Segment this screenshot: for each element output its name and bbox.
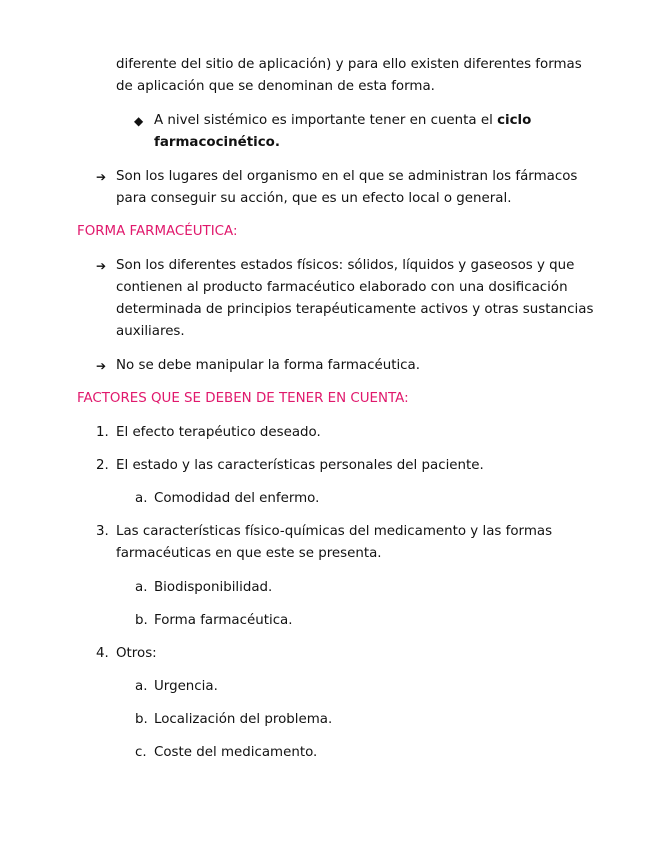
bullet-line: No se debe manipular la forma farmacéutica.: [116, 358, 420, 373]
arrow-bullet-icon: ➔: [96, 359, 107, 373]
sub-list-item: Biodisponibilidad.: [154, 580, 273, 595]
sub-bullet-text: [154, 111, 531, 131]
arrow-bullet-icon: ➔: [96, 259, 107, 273]
bullet-line: contienen al producto farmacéutico elaborado con una dosificación: [116, 280, 568, 295]
bullet-line: para conseguir su acción, que es un efecto local o general.: [116, 191, 512, 206]
list-letter: a.: [135, 491, 148, 506]
paragraph-line: de aplicación que se denominan de esta forma.: [116, 79, 435, 94]
sub-list-item: Coste del medicamento.: [154, 745, 318, 760]
list-item: Las características físico-químicas del medicamento y las formas: [116, 524, 553, 539]
list-number: 4.: [96, 646, 109, 661]
section-heading: FACTORES QUE SE DEBEN DE TENER EN CUENTA:: [77, 391, 409, 406]
paragraph-line: diferente del sitio de aplicación) y para ello existen diferentes formas: [116, 57, 582, 72]
list-item: farmacéuticas en que este se presenta.: [116, 546, 382, 561]
list-item: El estado y las características personales del paciente.: [116, 458, 484, 473]
bullet-line: Son los diferentes estados físicos: sólidos, líquidos y gaseosos y que: [116, 258, 575, 273]
list-item: El efecto terapéutico deseado.: [116, 425, 321, 440]
list-letter: a.: [135, 679, 148, 694]
bullet-line: Son los lugares del organismo en el que se administran los fármacos: [116, 169, 578, 184]
bullet-line: auxiliares.: [116, 324, 185, 339]
sub-list-item: Urgencia.: [154, 679, 218, 694]
sub-bullet-text-cont: [154, 133, 280, 153]
arrow-bullet-icon: ➔: [96, 170, 107, 184]
diamond-bullet-icon: ◆: [134, 114, 144, 128]
sub-bullet-bold: ciclo: [497, 113, 532, 128]
list-number: 1.: [96, 425, 109, 440]
sub-list-item: Comodidad del enfermo.: [154, 491, 320, 506]
sub-bullet-bold-cont: farmacocinético.: [154, 135, 280, 150]
bullet-line: determinada de principios terapéuticamente activos y otras sustancias: [116, 302, 594, 317]
sub-list-item: Forma farmacéutica.: [154, 613, 293, 628]
list-letter: c.: [135, 745, 147, 760]
section-heading: FORMA FARMACÉUTICA:: [77, 224, 238, 239]
list-number: 2.: [96, 458, 109, 473]
list-item: Otros:: [116, 646, 157, 661]
list-letter: b.: [135, 712, 148, 727]
list-letter: b.: [135, 613, 148, 628]
list-number: 3.: [96, 524, 109, 539]
list-letter: a.: [135, 580, 148, 595]
sub-bullet-plain: A nivel sistémico es importante tener en cuenta el: [154, 113, 498, 128]
sub-list-item: Localización del problema.: [154, 712, 333, 727]
